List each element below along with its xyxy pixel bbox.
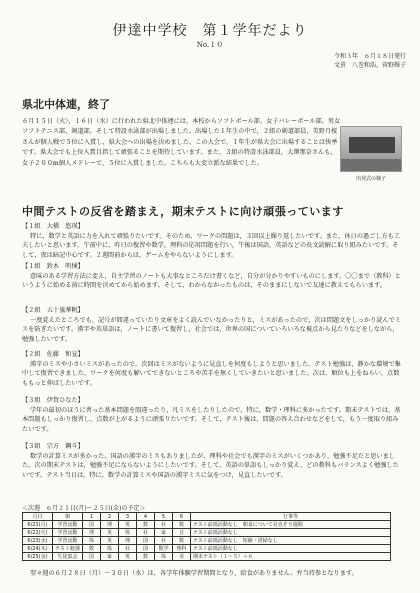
photo-stage [349, 137, 395, 153]
subject-text: 一度覚えたところでも，記号が間違っていたり文章をよく読んでいなかったりと，ミスがあったので，次は問題文をしっかり読んでミスを防ぎたいです。漢字や英単語は，ノートに書いて復習し，社会では，世界の国についていろいろな視点から見たりなどをしながら，勉強したいです。 [22, 316, 401, 343]
schedule-cell: 体 [155, 553, 173, 561]
schedule-cell: 生徒集会 [53, 553, 83, 561]
schedule-header-cell: 3 [119, 513, 137, 521]
schedule-event-cell: テスト前部活動なし 朝食について見直そう週間 [191, 521, 391, 529]
schedule-cell: 理 [83, 529, 101, 537]
schedule-header-cell: 4 [137, 513, 155, 521]
subject-text: 特に，数学と英語に力を入れて頑張りたいです。そのため，ワークの問題は，３回以上繰り返したいです。また，休日の過ごし方も工夫したいと思います。午前中に，昨日の復習や数学，理科の応用問題を行い，午後は国語，英語などの長文読解に取り組みたいです。そして，夜は暗記中心です。２週間前からは，ゲームをやらないようにします。 [22, 232, 401, 259]
schedule-cell: 体 [119, 529, 137, 537]
newsletter-title: 伊達中学校 第１学年だより [112, 23, 308, 39]
schedule-header-cell: 6 [173, 513, 191, 521]
schedule-table [22, 512, 391, 561]
publication-info [266, 52, 406, 70]
schedule-row [23, 553, 391, 561]
schedule-cell: 数 [137, 553, 155, 561]
photo-caption: 出発式の様子 [355, 176, 386, 182]
schedule-cell: 家 [101, 553, 119, 561]
schedule-cell: テスト勉強 [53, 545, 83, 553]
section1-body: ６月１５日（火），１６日（水）に行われた県北中体連には，本校からソフトボール部，女子バレーボール部，男女ソフトテニス部，剣道部，そして特設水泳部が出場しました。出場した１年生の中で，２組の剣道部員，美野月桜さんが個人戦で５位に入賞し，県大会への出場を決めました。この大会で，１年生が県大会に出場することは快挙です。県大会でも上位入賞目指して頑張ることを期待しています。また，３組の特設水泳部員，大澤那奈さんも，女子２００m個人メドレーで，５位に入賞しました。こちらも大変立派な結果でした。 [22, 118, 341, 167]
schedule-cell: 数学 [155, 545, 173, 553]
schedule-note: 翌々週の６月２８日（月）～３０日（水）は，各学年体験学習期間となり，給食がありません。弁当持参となります。 [30, 570, 358, 577]
subject-text: 数学の計算ミスが多かった。国語の漢字のミスもありましたが，理科や社会でも漢字のミスがいくつかあり，勉強不足だと思いました。次の期末テストは，勉強不足にならないようにしたいです。そして，英語の単語もしっかり覚え，どの教科もバランスよく勉強したいです。テスト当日は，特に，数学の計算ミスや国語の漢字ミスに気をつけ，見直したいです。 [22, 452, 399, 479]
subject-head: 【３組 宗方 鋼斗】 [22, 443, 84, 450]
schedule-cell: 6/24(木) [23, 545, 53, 553]
schedule-row [23, 529, 391, 537]
schedule-cell: 数 [83, 545, 101, 553]
schedule-cell: 国 [83, 553, 101, 561]
subject-head: 【１組 大橋 悠瑛】 [22, 223, 84, 230]
schedule-header-cell: 朝 [53, 513, 83, 521]
schedule-cell: 家 [155, 529, 173, 537]
authors: 文責 八巻和浩，菅野輝子 [333, 62, 406, 69]
schedule-cell: 理 [101, 521, 119, 529]
section1-heading: 県北中体連，終了 [22, 98, 110, 111]
schedule-cell: 数 [137, 521, 155, 529]
schedule-cell: 体 [101, 545, 119, 553]
schedule-cell: 体 [83, 537, 101, 545]
schedule-event-cell: テスト前部活動なし [191, 545, 391, 553]
schedule-header-cell: 行事等 [191, 513, 391, 521]
schedule-cell: 国 [137, 537, 155, 545]
schedule-event-cell: テスト前部活動なし [191, 529, 391, 537]
schedule-cell: 音 [173, 529, 191, 537]
schedule-event-cell: テスト前部活動なし 短縮・清掃なし [191, 537, 391, 545]
subject-block [22, 306, 402, 344]
schedule-header-cell: 2 [101, 513, 119, 521]
schedule-cell: 6/22(火) [23, 529, 53, 537]
schedule-event-cell: 期末テスト（１～５）＋６ [191, 553, 391, 561]
issue-number: No.１０ [196, 41, 224, 49]
schedule-row [23, 545, 391, 553]
schedule-cell: 数 [173, 537, 191, 545]
section2-heading: 中間テストの反省を踏まえ，期末テストに向け頑張っています [22, 205, 344, 218]
schedule-header-cell: 月日 [23, 513, 53, 521]
subject-head: 【２組 佐藤 和宣】 [22, 351, 84, 358]
subject-block [22, 442, 402, 480]
photo-floor [341, 159, 401, 171]
schedule-cell: 英 [101, 537, 119, 545]
publication-date: 令和３年 ６月１８日発行 [333, 53, 406, 60]
schedule-cell: 英 [101, 529, 119, 537]
schedule-cell: 理 [119, 537, 137, 545]
schedule-cell: 理科 [173, 545, 191, 553]
schedule-cell: 社 [119, 545, 137, 553]
schedule-cell: 6/23(水) [23, 537, 53, 545]
schedule-cell: 学習活動 [53, 521, 83, 529]
schedule-header-row [23, 513, 391, 521]
subject-text: 学年の最初のほうに習った基本問題を間違ったり，凡ミスをしたりしたので，特に，数学・理科に多かったです。期末テストでは，基本問題もしっかり復習し，点数が上がるように頑張りたいです。そして，テスト後は，問題の答え合わせなどをして，もう一度取り組みたいです。 [22, 406, 401, 433]
schedule-cell: 社 [155, 537, 173, 545]
subject-block [22, 396, 402, 434]
schedule-row [23, 521, 391, 529]
schedule-row [23, 537, 391, 545]
subject-block [22, 262, 402, 291]
schedule-title: ＜次週 ６月２１日(月)～２５日(金)の予定＞ [22, 505, 146, 512]
schedule-header-cell: 1 [83, 513, 101, 521]
schedule-cell: 英 [119, 521, 137, 529]
subject-text: 意味のある学習方法に変え，自主学習のノートも大事なところだけ書くなど，自分が分かりやすいものにします。〇〇まで（教科）というように始める前に時間を決めてから始めます。そして，わからなかったものは，そのままにしないで友達に教えてもらいます。 [22, 272, 401, 290]
subject-head: 【２組 五十嵐華帆】 [22, 307, 84, 314]
schedule-cell: 社 [137, 529, 155, 537]
ceremony-photo [340, 126, 402, 172]
subject-block [22, 222, 402, 260]
schedule-cell: 英 [119, 553, 137, 561]
schedule-cell: 社 [155, 521, 173, 529]
subject-text: 漢字のミスや小さいミスがあったので，次回はミスがないように見直しを何度もしようと思いました。テスト勉強は，静かな環境で集中して復習できました。ワークを何度も解いてできないところや苦手を無くしていきたいと思いました。次は，順位も上をねらい，点数ももっと伸ばしたいです。 [22, 360, 401, 387]
schedule-cell: 国 [137, 545, 155, 553]
subject-block [22, 350, 402, 388]
schedule-cell: 国 [83, 521, 101, 529]
schedule-header-cell: 5 [155, 513, 173, 521]
subject-head: 【３組 伊賀ひなた】 [22, 397, 84, 404]
schedule-cell: 数 [173, 521, 191, 529]
schedule-cell: 6/25(金) [23, 553, 53, 561]
schedule-cell: 学習活動 [53, 529, 83, 537]
schedule-cell: 学習活動 [53, 537, 83, 545]
schedule-cell: 美 [173, 553, 191, 561]
schedule-cell: 6/21(月) [23, 521, 53, 529]
subject-head: 【１組 鈴木 明憧】 [22, 263, 84, 270]
